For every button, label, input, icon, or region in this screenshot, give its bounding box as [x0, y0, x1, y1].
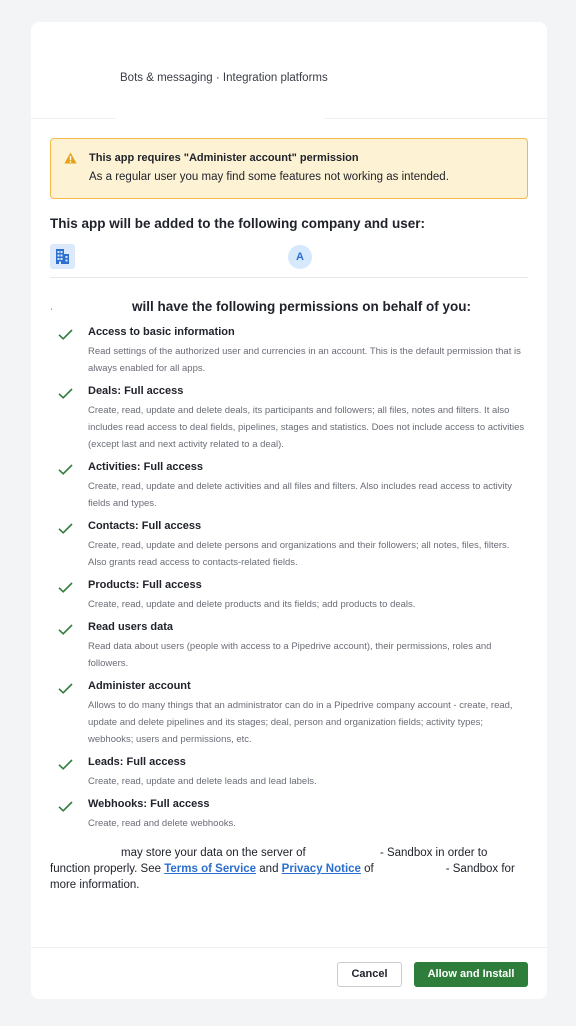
- check-icon: [58, 388, 73, 399]
- storage-text-and: and: [259, 863, 279, 875]
- dialog-footer: [31, 947, 547, 999]
- check-icon: [58, 464, 73, 475]
- permission-item: [50, 519, 528, 571]
- permission-description: Create, read, update and delete leads and lead labels.: [88, 776, 317, 787]
- permission-title: Webhooks: Full access: [88, 798, 210, 810]
- permission-description: Read data about users (people with access to a Pipedrive account), their permissions, roles and followers.: [88, 641, 492, 669]
- added-to-title: This app will be added to the following company and user:: [50, 216, 426, 231]
- storage-text-3: - Sandbox for more information.: [50, 863, 515, 891]
- permission-item: [50, 460, 528, 512]
- warning-triangle-icon: [64, 152, 77, 164]
- permission-item: [50, 797, 528, 832]
- app-install-dialog: [31, 22, 547, 999]
- permission-item: [50, 384, 528, 453]
- allow-and-install-button[interactable]: Allow and Install: [414, 962, 528, 987]
- permission-description: Create, read, update and delete deals, its participants and followers; all files, notes and filters. It also includes read access to deal fields, pipelines, stages and statistics. Does not include access to activities (except last and next activity related to a deal).: [88, 405, 525, 450]
- building-icon: [56, 249, 69, 264]
- storage-text-1: may store your data on the server of: [121, 847, 306, 859]
- permission-title: Read users data: [88, 621, 173, 633]
- terms-of-service-link[interactable]: Terms of Service: [164, 863, 257, 875]
- check-icon: [58, 624, 73, 635]
- permission-warning: [50, 138, 528, 199]
- permissions-heading: [50, 299, 528, 316]
- check-icon: [58, 759, 73, 770]
- permission-list: [50, 325, 528, 832]
- permission-title: Administer account: [88, 680, 191, 692]
- permission-description: Create, read, update and delete products and its fields; add products to deals.: [88, 599, 416, 610]
- app-header: [31, 22, 547, 119]
- permission-title: Activities: Full access: [88, 461, 203, 473]
- warning-text: As a regular user you may find some features not working as intended.: [89, 171, 449, 183]
- warning-title: This app requires "Administer account" permission: [89, 152, 359, 164]
- permission-item: [50, 679, 528, 748]
- permission-title: Deals: Full access: [88, 385, 184, 397]
- permission-title: Contacts: Full access: [88, 520, 202, 532]
- permission-description: Allows to do many things that an administrator can do in a Pipedrive company account - create, read, update and delete pipelines and its stages; deal, person and organization fields; activity types; webhooks; users and permissions, etc.: [88, 700, 513, 745]
- permission-description: Read settings of the authorized user and currencies in an account. This is the default permission that is always enabled for all apps.: [88, 346, 521, 374]
- check-icon: [58, 683, 73, 694]
- permission-description: Create, read, update and delete persons and organizations and their followers; all notes, files, filters. Also grants read access to contacts-related fields.: [88, 540, 510, 568]
- permission-item: [50, 325, 528, 377]
- user-avatar: A: [288, 245, 312, 269]
- app-categories: Bots & messaging · Integration platforms: [120, 72, 328, 84]
- check-icon: [58, 801, 73, 812]
- permission-title: Leads: Full access: [88, 756, 186, 768]
- permission-description: Create, read and delete webhooks.: [88, 818, 236, 829]
- permission-item: [50, 620, 528, 672]
- dialog-content: [31, 119, 547, 893]
- cancel-button[interactable]: Cancel: [337, 962, 402, 987]
- header-tab-indicator: [115, 117, 325, 120]
- permission-item: [50, 755, 528, 790]
- check-icon: [58, 329, 73, 340]
- permission-title: Products: Full access: [88, 579, 202, 591]
- company-and-user: [50, 232, 528, 278]
- permission-description: Create, read, update and delete activities and all files and filters. Also includes read access to activity fields and types.: [88, 481, 513, 509]
- company-logo: [50, 244, 75, 269]
- data-storage-notice: [50, 845, 528, 893]
- permissions-heading-text: will have the following permissions on behalf of you:: [132, 299, 472, 314]
- check-icon: [58, 523, 73, 534]
- privacy-notice-link[interactable]: Privacy Notice: [281, 863, 361, 875]
- permission-item: [50, 578, 528, 613]
- storage-text-of: of: [364, 863, 374, 875]
- permission-title: Access to basic information: [88, 326, 235, 338]
- check-icon: [58, 582, 73, 593]
- storage-text-2: - Sandbox in order to function properly. See: [50, 847, 488, 875]
- app-name-placeholder: ˌ: [50, 300, 54, 311]
